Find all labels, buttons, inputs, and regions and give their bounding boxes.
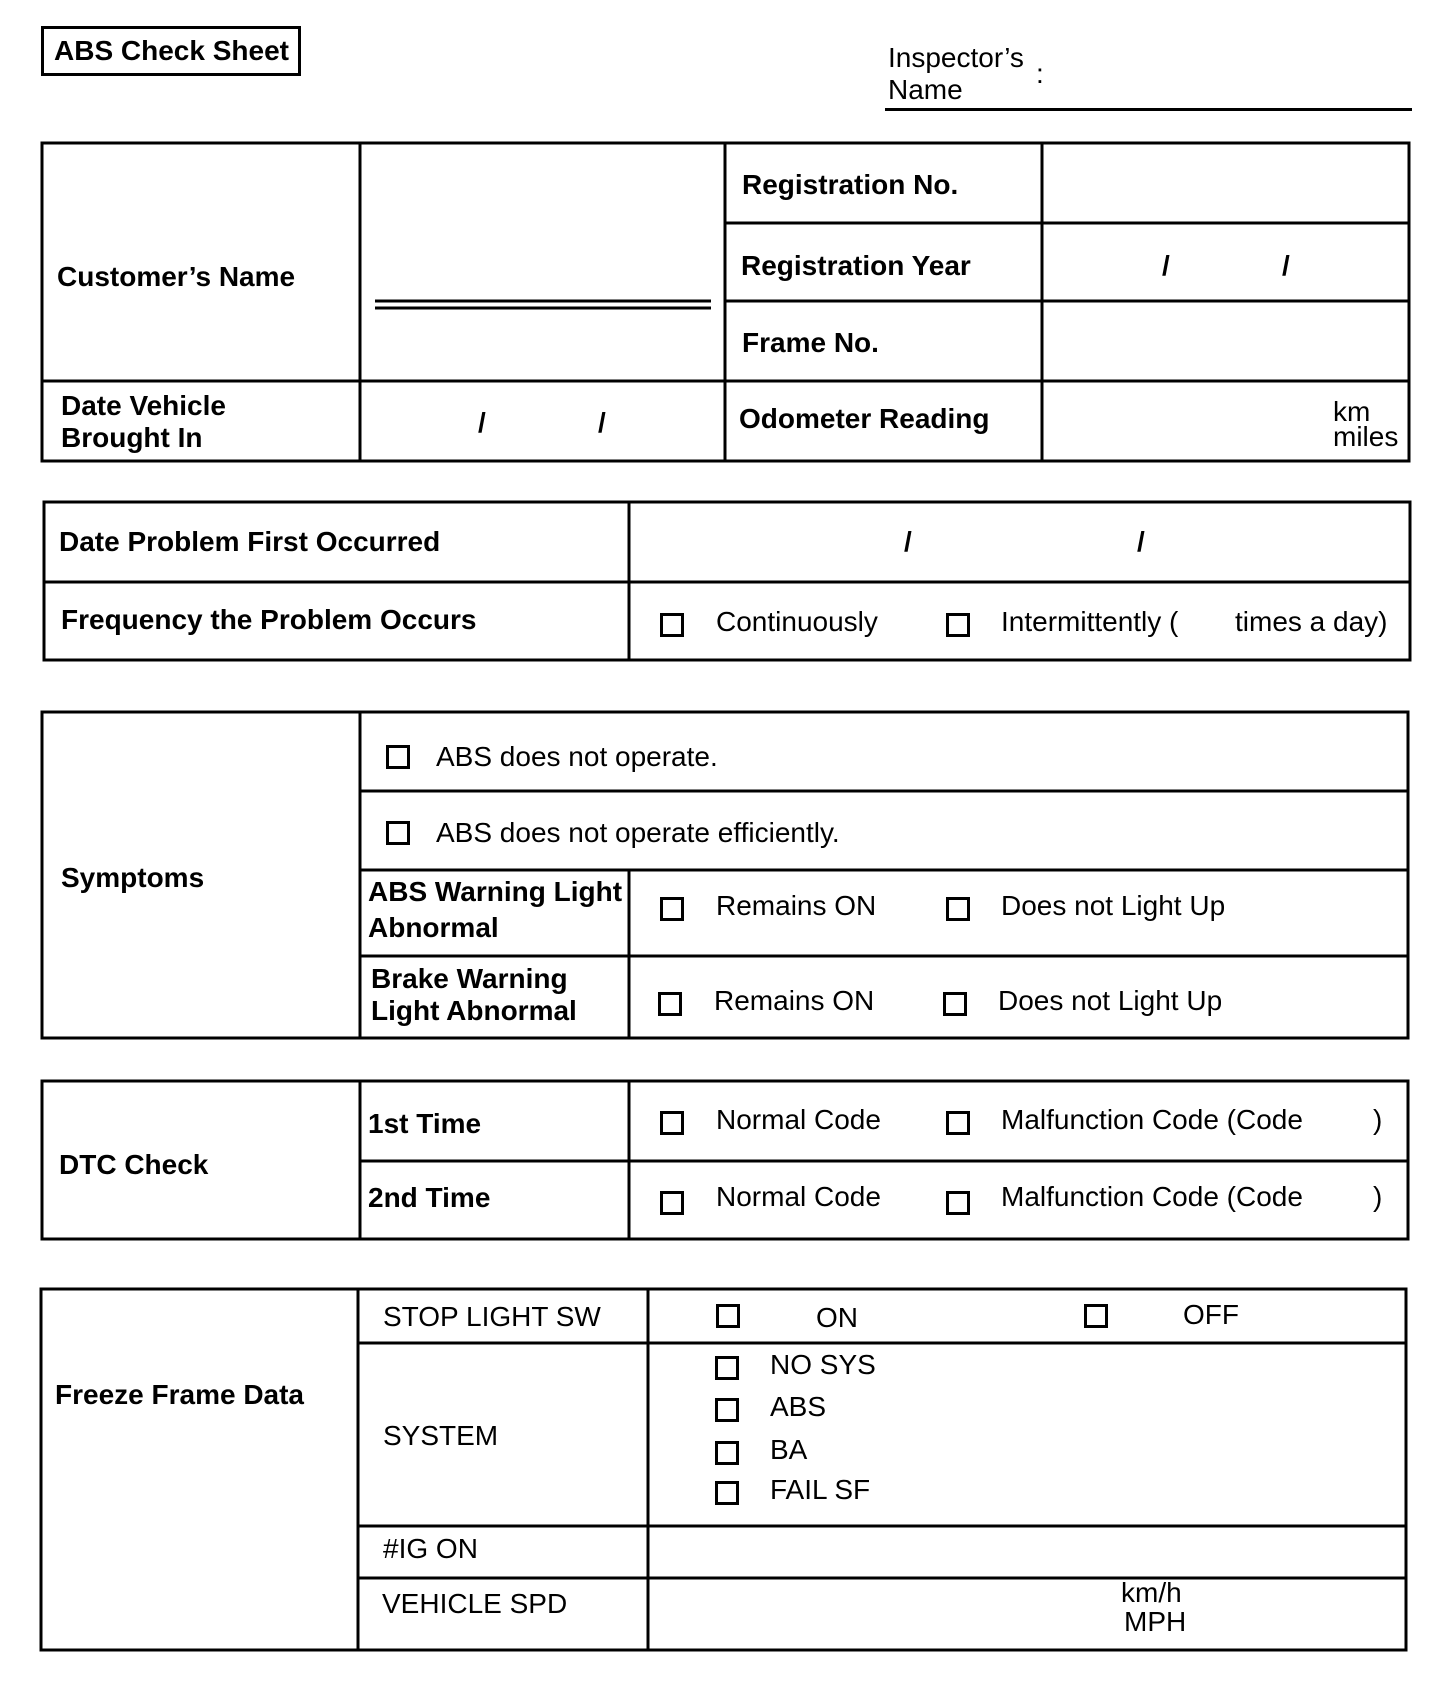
dtc-second-time-label: 2nd Time: [368, 1182, 491, 1213]
first-occurred-label: Date Problem First Occurred: [59, 526, 441, 557]
stop-light-off-label: OFF: [1183, 1299, 1239, 1330]
symptoms-label: Symptoms: [61, 862, 205, 893]
date-brought-in-separator-2: /: [598, 407, 606, 438]
abs-not-operate-label: ABS does not operate.: [436, 741, 718, 772]
dtc2-normal-code-label: Normal Code: [716, 1181, 881, 1212]
continuously-checkbox[interactable]: [660, 613, 684, 637]
brake-remains-on-checkbox[interactable]: [658, 992, 682, 1016]
dtc1-close-paren: ): [1373, 1104, 1383, 1135]
ig-on-label: #IG ON: [383, 1533, 478, 1564]
customer-name-field[interactable]: [363, 146, 723, 378]
registration-no-label: Registration No.: [742, 169, 959, 200]
odometer-unit-miles: miles: [1333, 421, 1399, 452]
intermittently-label: Intermittently (: [1001, 606, 1179, 637]
brake-does-not-light-checkbox[interactable]: [943, 992, 967, 1016]
dtc1-normal-code-checkbox[interactable]: [660, 1111, 684, 1135]
intermittently-checkbox[interactable]: [946, 613, 970, 637]
vehicle-spd-unit-kmh: km/h: [1121, 1577, 1182, 1608]
brake-warning-label-line1: Brake Warning: [371, 963, 568, 994]
system-ba-checkbox[interactable]: [715, 1441, 739, 1465]
dtc2-malfunction-code-label: Malfunction Code (Code: [1001, 1181, 1303, 1212]
stop-light-off-checkbox[interactable]: [1084, 1304, 1108, 1328]
system-fail-sf-label: FAIL SF: [770, 1474, 871, 1505]
ig-on-field[interactable]: [651, 1529, 1404, 1576]
abs-not-efficient-label: ABS does not operate efficiently.: [436, 817, 840, 848]
frame-no-label: Frame No.: [742, 327, 879, 358]
customer-name-label: Customer’s Name: [57, 261, 296, 292]
abs-does-not-light-label: Does not Light Up: [1001, 890, 1226, 921]
inspector-label-line1: Inspector’s: [888, 42, 1024, 73]
registration-year-separator-2: /: [1282, 250, 1290, 281]
system-no-sys-label: NO SYS: [770, 1349, 876, 1380]
inspector-label-line2: Name: [888, 74, 963, 105]
brake-remains-on-label: Remains ON: [714, 985, 875, 1016]
dtc2-close-paren: ): [1373, 1181, 1383, 1212]
odometer-unit-km: km: [1333, 396, 1371, 427]
abs-warning-label-line1: ABS Warning Light: [368, 876, 623, 907]
stop-light-on-checkbox[interactable]: [716, 1304, 740, 1328]
stop-light-on-label: ON: [816, 1302, 858, 1333]
date-brought-in-label-line1: Date Vehicle: [61, 390, 226, 421]
date-brought-in-label-line2: Brought In: [61, 422, 203, 453]
abs-does-not-light-checkbox[interactable]: [946, 897, 970, 921]
inspector-colon: :: [1036, 58, 1044, 89]
dtc1-normal-code-label: Normal Code: [716, 1104, 881, 1135]
times-a-day-label: times a day): [1235, 606, 1388, 637]
odometer-label: Odometer Reading: [739, 403, 990, 434]
system-fail-sf-checkbox[interactable]: [715, 1481, 739, 1505]
dtc2-malfunction-code-checkbox[interactable]: [946, 1191, 970, 1215]
first-occurred-separator-1: /: [904, 526, 912, 557]
system-ba-label: BA: [770, 1434, 808, 1465]
dtc-first-time-label: 1st Time: [368, 1108, 482, 1139]
brake-warning-label-line2: Light Abnormal: [371, 995, 577, 1026]
freeze-frame-label: Freeze Frame Data: [55, 1379, 305, 1410]
stop-light-sw-label: STOP LIGHT SW: [383, 1301, 601, 1332]
system-no-sys-checkbox[interactable]: [715, 1356, 739, 1380]
system-abs-label: ABS: [770, 1391, 827, 1422]
registration-year-separator-1: /: [1162, 250, 1170, 281]
abs-not-operate-checkbox[interactable]: [386, 745, 410, 769]
date-brought-in-separator-1: /: [478, 407, 486, 438]
abs-remains-on-checkbox[interactable]: [660, 897, 684, 921]
dtc-check-label: DTC Check: [59, 1149, 209, 1180]
vehicle-spd-unit-mph: MPH: [1124, 1606, 1187, 1637]
vehicle-spd-label: VEHICLE SPD: [382, 1588, 568, 1619]
dtc1-malfunction-code-label: Malfunction Code (Code: [1001, 1104, 1303, 1135]
system-abs-checkbox[interactable]: [715, 1398, 739, 1422]
dtc2-normal-code-checkbox[interactable]: [660, 1191, 684, 1215]
registration-no-field[interactable]: [1045, 146, 1407, 221]
continuously-label: Continuously: [716, 606, 878, 637]
brake-does-not-light-label: Does not Light Up: [998, 985, 1223, 1016]
abs-warning-label-line2: Abnormal: [368, 912, 499, 943]
dtc1-malfunction-code-checkbox[interactable]: [946, 1111, 970, 1135]
abs-not-efficient-checkbox[interactable]: [386, 821, 410, 845]
abs-remains-on-label: Remains ON: [716, 890, 877, 921]
frame-no-field[interactable]: [1045, 304, 1407, 379]
registration-year-label: Registration Year: [741, 250, 971, 281]
system-label: SYSTEM: [383, 1420, 499, 1451]
sheet-title-text: ABS Check Sheet: [54, 35, 289, 66]
frequency-label: Frequency the Problem Occurs: [61, 604, 477, 635]
first-occurred-separator-2: /: [1137, 526, 1145, 557]
